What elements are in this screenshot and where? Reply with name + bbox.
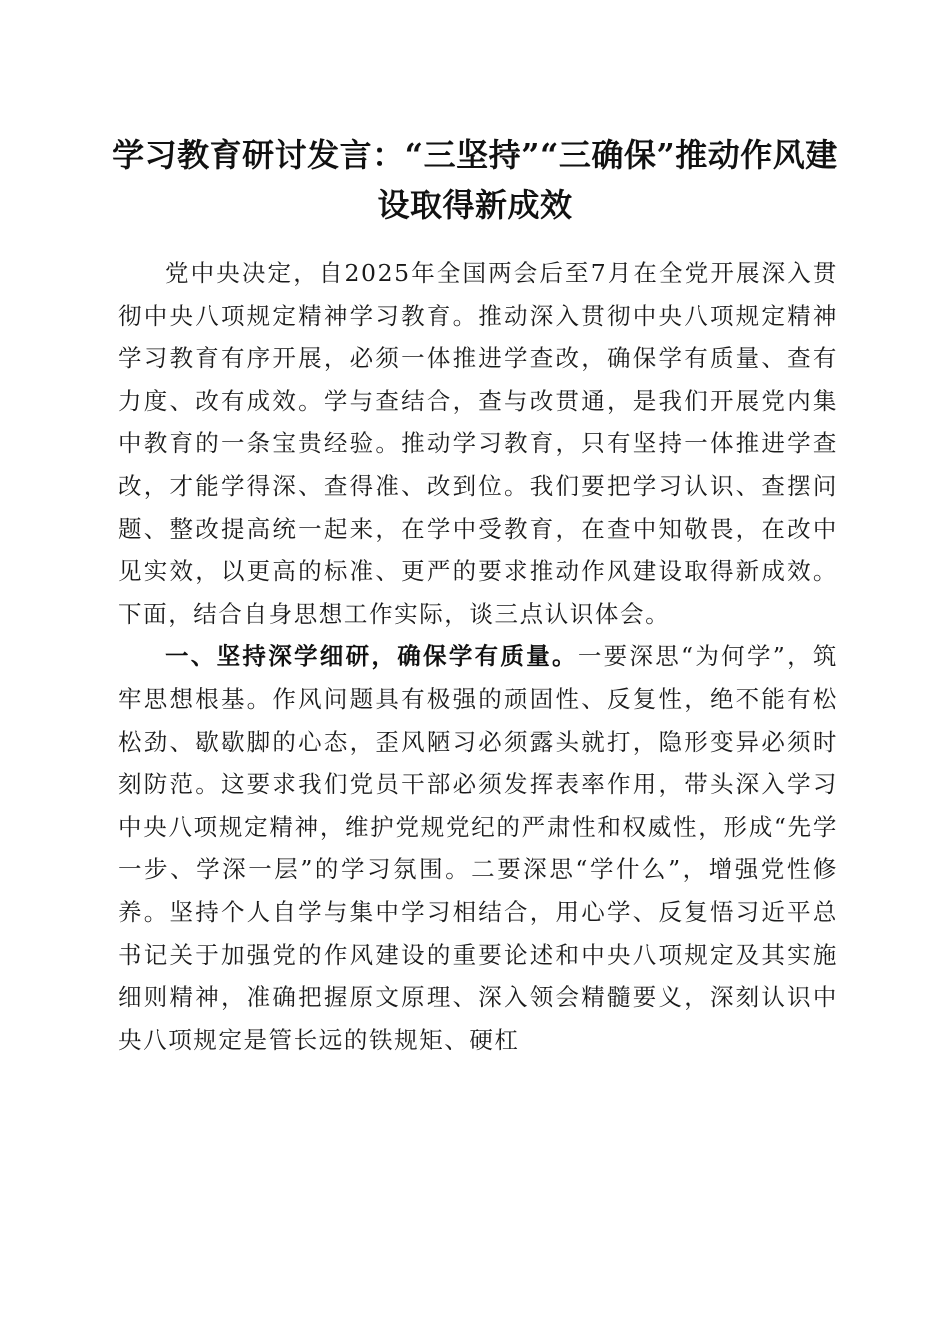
section-one-heading: 一、坚持深学细研，确保学有质量。 (165, 642, 578, 671)
document-title: 学习教育研讨发言：“三坚持”“三确保”推动作风建设取得新成效 (112, 136, 838, 224)
section-one-paragraph (118, 635, 838, 1061)
section-one-text: 一要深思“为何学”，筑牢思想根基。作风问题具有极强的顽固性、反复性，绝不能有松松劲、歇歇脚的心态，歪风陋习必须露头就打，隐形变异必须时刻防范。这要求我们党员干部必须发挥表率作用，带头深入学习中央八项规定精神，维护党规党纪的严肃性和权威性，形成“先学一步、学深一层”的学习氛围。二要深思“学什么”，增强党性修养。坚持个人自学与集中学习相结合，用心学、反复悟习近平总书记关于加强党的作风建设的重要论述和中央八项规定及其实施细则精神，准确把握原文原理、深入领会精髓要义，深刻认识中央八项规定是管长远的铁规矩、硬杠 (118, 642, 838, 1054)
document-body (118, 252, 838, 1061)
intro-paragraph: 党中央决定，自2025年全国两会后至7月在全党开展深入贯彻中央八项规定精神学习教育。推动深入贯彻中央八项规定精神学习教育有序开展，必须一体推进学查改，确保学有质量、查有力度、改有成效。学与查结合，查与改贯通，是我们开展党内集中教育的一条宝贵经验。推动学习教育，只有坚持一体推进学查改，才能学得深、查得准、改到位。我们要把学习认识、查摆问题、整改提高统一起来，在学中受教育，在查中知敬畏，在改中见实效，以更高的标准、更严的要求推动作风建设取得新成效。下面，结合自身思想工作实际，谈三点认识体会。 (118, 259, 838, 628)
